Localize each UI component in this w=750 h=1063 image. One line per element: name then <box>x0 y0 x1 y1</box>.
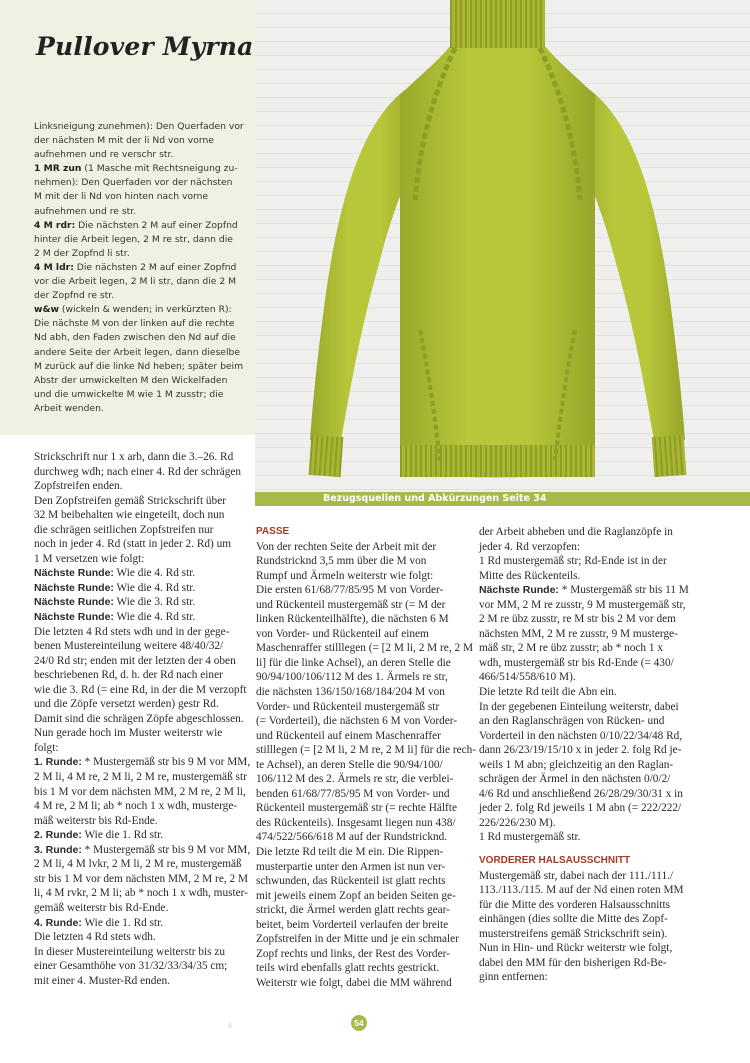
line-text: mit einer 4. Muster-Rd enden. <box>34 974 170 987</box>
text-line <box>34 872 249 887</box>
bold-term: Nächste Runde: <box>34 581 114 594</box>
line-text: 474/522/566/618 M auf der Rundstricknd. <box>256 831 448 844</box>
text-line <box>34 974 249 989</box>
text-line <box>479 883 719 898</box>
line-text: einer Gesamthöhe von 31/32/33/34/35 cm; <box>34 960 228 973</box>
text-line <box>34 668 249 683</box>
line-text: die schrägen seitlichen Zopfstreifen nur <box>34 523 214 536</box>
text-line <box>34 494 249 509</box>
line-text: aufnehmen und re str. <box>34 205 137 217</box>
line-text: Mitte des Rückenteils. <box>479 569 581 582</box>
abbreviation-line <box>34 317 249 331</box>
text-line <box>34 741 249 756</box>
line-text: Die letzten 4 Rd stets wdh und in der gege- <box>34 625 230 638</box>
text-line <box>479 729 719 744</box>
text-line <box>34 799 249 814</box>
text-line <box>479 772 719 787</box>
bold-term: 4 M ldr: <box>34 261 74 273</box>
text-line <box>479 787 719 802</box>
section-heading-passe: PASSE <box>256 526 290 537</box>
text-line <box>256 743 477 758</box>
line-text: * Mustergemäß str bis 11 M <box>558 584 689 597</box>
text-line <box>479 714 719 729</box>
text-line <box>34 814 249 829</box>
line-text: 32 M beibehalten wie eingeteilt, doch nun <box>34 509 225 522</box>
line-text: te Achsel), an deren Stelle die 90/94/100/ <box>256 758 443 771</box>
abbreviation-line <box>34 261 249 275</box>
text-line <box>34 610 249 625</box>
text-line <box>479 641 719 656</box>
text-line <box>256 918 471 933</box>
text-line <box>34 857 249 872</box>
line-text: * Mustergemäß str bis 9 M vor MM, <box>81 756 251 769</box>
line-text: die nächsten 136/150/168/184/204 M von <box>256 685 445 698</box>
line-text: 4/6 Rd und anschließend 26/28/29/30/31 x in <box>479 787 683 800</box>
text-line <box>34 552 249 567</box>
line-text: Wie die 4. Rd str. <box>113 581 196 594</box>
line-text: bis 1 M vor dem nächsten MM, 2 M re, 2 M li, <box>34 785 246 798</box>
text-line <box>479 898 719 913</box>
abbreviation-line <box>34 402 249 416</box>
line-text: benen Mustereinteilung weitere 48/40/32/ <box>34 640 224 653</box>
bold-term: 2. Runde: <box>34 829 82 842</box>
line-text: benden 61/68/77/85/95 M von Vorder- und <box>256 787 450 800</box>
line-text: Die nächsten 2 M auf einer Zopfnd <box>75 219 238 231</box>
abbreviation-line <box>34 388 249 402</box>
line-text: Wie die 1. Rd str. <box>81 916 164 929</box>
line-text: Wie die 4. Rd str. <box>113 611 196 624</box>
abbreviation-line <box>34 247 249 261</box>
text-line <box>479 569 719 584</box>
line-text: 1 M versetzen wie folgt: <box>34 552 145 565</box>
line-text: Zopf rechts und links, der Rest des Vorder- <box>256 947 450 960</box>
text-line <box>256 700 471 715</box>
text-line <box>256 961 471 976</box>
abbreviation-line <box>34 134 249 148</box>
line-text: M zurück auf die linke Nd heben; später beim <box>34 360 244 372</box>
text-line <box>34 508 249 523</box>
text-line <box>34 843 249 858</box>
text-line <box>256 830 471 845</box>
text-line <box>256 569 471 584</box>
text-line <box>256 801 471 816</box>
line-text: nehmen): Den Querfaden vor der nächsten <box>34 177 233 189</box>
line-text: teils wird ebenfalls glatt rechts gestrickt. <box>256 962 440 975</box>
text-line <box>34 566 249 581</box>
line-text: Die letzten 4 Rd stets wdh. <box>34 931 156 944</box>
abbreviation-line <box>34 360 249 374</box>
text-line <box>34 595 249 610</box>
line-text: für die Mitte des vorderen Halsausschnitts <box>479 898 671 911</box>
line-text: und Rückenteil auf einem Maschenraffer <box>256 729 441 742</box>
text-line <box>479 912 719 927</box>
text-line <box>256 976 471 991</box>
bold-term: 1 MR zun <box>34 163 82 175</box>
line-text: musterpartie unter den Armen ist nun ver- <box>256 860 446 873</box>
caption-bar <box>255 492 750 506</box>
text-line <box>34 901 249 916</box>
text-line <box>34 654 249 669</box>
text-line <box>34 683 249 698</box>
line-text: Nun gerade hoch im Muster weiterstr wie <box>34 727 223 740</box>
line-text: 90/94/100/106/112 M des 1. Ärmels re str, <box>256 671 448 684</box>
line-text: wdh, mustergemäß str bis Rd-Ende (= 430/ <box>479 656 674 669</box>
text-line <box>256 627 471 642</box>
line-text: und die Zöpfe versetzt werden) gestr Rd. <box>34 698 219 711</box>
line-text: hinter die Arbeit legen, 2 M re str, dann die <box>34 233 233 245</box>
text-line <box>256 874 471 889</box>
text-line <box>34 930 249 945</box>
line-text: 24/0 Rd str; enden mit der letzten der 4 oben <box>34 654 236 667</box>
sweater-photo <box>255 0 750 492</box>
abbreviation-line <box>34 331 249 345</box>
line-text: 113./113./115. M auf der Nd einen roten MM <box>479 884 684 897</box>
text-line <box>479 956 719 971</box>
text-line <box>256 612 471 627</box>
line-text: der nächsten M mit der li Nd von vorne <box>34 135 214 147</box>
page-title: Pullover Myrna <box>36 32 254 61</box>
text-line <box>34 916 249 931</box>
line-text: 1 Rd mustergemäß str. <box>479 831 581 844</box>
line-text: Die nächste M von der linken auf die rechte <box>34 318 235 330</box>
line-text: gemäß weiterstr bis Rd-Ende. <box>34 901 169 914</box>
abbreviation-list <box>34 120 249 416</box>
line-text: Damit sind die schrägen Zöpfe abgeschlossen. <box>34 712 244 725</box>
text-line <box>256 729 471 744</box>
line-text: jeder 2. folg Rd jeweils 1 M abn (= 222/222/ <box>479 802 682 815</box>
text-line <box>256 845 471 860</box>
text-column-2 <box>256 525 477 990</box>
abbreviation-line <box>34 275 249 289</box>
line-text: Linksneigung zunehmen): Den Querfaden vor <box>34 121 244 132</box>
text-line <box>479 540 719 555</box>
text-line <box>256 889 471 904</box>
text-line <box>256 598 471 613</box>
line-text: str bis 1 M vor dem nächsten MM, 2 M re, 2 M <box>34 872 248 885</box>
line-text: (= Vorderteil), die nächsten 6 M von Vorder- <box>256 715 458 728</box>
text-line <box>34 945 249 960</box>
line-text: Die nächsten 2 M auf einer Zopfnd <box>73 261 237 273</box>
abbreviation-line <box>34 233 249 247</box>
line-text: Nun in Hin- und Rückr weiterstr wie folgt, <box>479 942 673 955</box>
text-line <box>479 670 719 685</box>
abbreviation-line <box>34 176 249 190</box>
text-line <box>34 450 249 465</box>
text-line <box>256 758 471 773</box>
line-text: Vorder- und Rückenteil mustergemäß str <box>256 700 440 713</box>
line-text: von Vorder- und Rückenteil auf einem <box>256 627 429 640</box>
text-line <box>34 479 249 494</box>
bold-term: Nächste Runde: <box>34 596 114 609</box>
line-text: und die umwickelte M wie 1 M zusstr; die <box>34 388 224 400</box>
line-text: Maschenraffer stilllegen (= [2 M li, 2 M re, 2 M <box>256 642 473 655</box>
abbreviation-line <box>34 205 249 219</box>
text-line <box>34 959 249 974</box>
text-line <box>34 465 249 480</box>
line-text: musterstreifens gemäß Strickschrift sein). <box>479 927 668 940</box>
line-text: In dieser Mustereinteilung weiterstr bis zu <box>34 945 226 958</box>
line-text: Rumpf und Ärmeln weiterstr wie folgt: <box>256 569 434 582</box>
abbreviation-line <box>34 374 249 388</box>
line-text: Abstr der umwickelten M den Wickelfaden <box>34 374 228 386</box>
text-line <box>256 903 471 918</box>
text-line <box>34 625 249 640</box>
bold-term: 1. Runde: <box>34 756 82 769</box>
line-text: M mit der li Nd von hinten nach vorne <box>34 191 209 203</box>
line-text: Strickschrift nur 1 x arb, dann die 3.–26. Rd <box>34 451 234 463</box>
line-text: weils 1 M abn; gleichzeitig an den Raglan- <box>479 758 674 771</box>
page-number: 54 <box>351 1015 367 1031</box>
line-text: Wie die 3. Rd str. <box>113 596 196 609</box>
text-line <box>479 525 719 540</box>
abbreviation-line <box>34 162 249 176</box>
line-text: ginn entfernen: <box>479 971 548 984</box>
section-heading-halsausschnitt: VORDERER HALSAUSSCHNITT <box>479 855 631 867</box>
bold-term: 3. Runde: <box>34 843 82 856</box>
line-text: Arbeit wenden. <box>34 402 104 414</box>
footer-mark: li <box>228 1022 232 1030</box>
text-line <box>34 712 249 727</box>
text-line <box>34 523 249 538</box>
line-text: * Mustergemäß str bis 9 M vor MM, <box>81 843 251 856</box>
text-line <box>479 758 719 773</box>
text-line <box>34 639 249 654</box>
line-text: andere Seite der Arbeit legen, dann dieselbe <box>34 346 240 358</box>
line-text: dabei den MM für den bisherigen Rd-Be- <box>479 956 667 969</box>
text-line <box>256 714 471 729</box>
line-text: (1 Masche mit Rechtsneigung zu- <box>81 163 238 175</box>
text-line <box>479 830 719 845</box>
abbreviation-line <box>34 120 249 134</box>
text-line <box>34 537 249 552</box>
bold-term: w&w <box>34 304 59 316</box>
line-text: jeder 4. Rd verzopfen: <box>479 540 581 553</box>
line-text: 466/514/558/610 M). <box>479 671 576 684</box>
line-text: Vorderteil in den nächsten 0/10/22/34/48 Rd, <box>479 729 683 742</box>
line-text: Rückenteil mustergemäß str (= rechte Hälfte <box>256 802 457 815</box>
line-text: vor MM, 2 M re zusstr, 9 M mustergemäß str, <box>479 598 686 611</box>
text-line <box>479 700 719 715</box>
line-text: mäß weiterstr bis Rd-Ende. <box>34 814 158 827</box>
text-line <box>256 554 471 569</box>
text-line <box>479 685 719 700</box>
line-text: 2 M li, 4 M lvkr, 2 M li, 2 M re, mustergemäß <box>34 858 242 871</box>
text-line <box>34 697 249 712</box>
line-text: und Rückenteil mustergemäß str (= M der <box>256 598 446 611</box>
line-text: Die letzte Rd teilt die M ein. Die Rippen- <box>256 845 444 858</box>
line-text: Weiterstr wie folgt, dabei die MM während <box>256 976 452 989</box>
text-line <box>256 685 471 700</box>
line-text: Wie die 4. Rd str. <box>113 567 196 580</box>
bold-term: Nächste Runde: <box>34 611 114 624</box>
text-line <box>479 612 719 627</box>
abbreviation-line <box>34 190 249 204</box>
text-line <box>34 886 249 901</box>
abbreviation-line <box>34 346 249 360</box>
text-line <box>256 656 471 671</box>
line-text: linken Rückenteilhälfte), die nächsten 6 M <box>256 613 449 626</box>
line-text: an den Raglanschrägen von Rücken- und <box>479 715 665 728</box>
line-text: 2 M re übz zusstr, re M str bis 2 M vor dem <box>479 613 676 626</box>
line-text: 106/112 M des 2. Ärmels re str, die verblei- <box>256 773 454 786</box>
line-text: (wickeln & wenden; in verkürzten R): <box>59 304 232 316</box>
line-text: durchweg wdh; nach einer 4. Rd der schrägen <box>34 465 242 478</box>
text-line <box>479 816 719 831</box>
line-text: mäß str, 2 M re übz zusstr; ab * noch 1 x <box>479 642 664 655</box>
text-line <box>479 927 719 942</box>
line-text: beitet, beim Vorderteil verlaufen der breite <box>256 918 449 931</box>
line-text: Wie die 1. Rd str. <box>81 829 164 842</box>
line-text: Rundstricknd 3,5 mm über die M von <box>256 555 427 568</box>
line-text: schrägen der Ärmel in den nächsten 0/0/2/ <box>479 773 671 786</box>
line-text: Zopfstreifen in der Mitte und je ein schmaler <box>256 933 459 946</box>
line-text: des Rückenteils). Insgesamt liegen nun 438/ <box>256 816 456 829</box>
bold-term: 4 M rdr: <box>34 219 76 231</box>
text-line <box>479 627 719 642</box>
line-text: beschriebenen Rd, d. h. der Rd nach einer <box>34 669 223 682</box>
line-text: aufnehmen und re verschr str. <box>34 149 174 161</box>
line-text: der Zopfnd re str. <box>34 290 115 302</box>
text-line <box>256 932 471 947</box>
bold-term: Nächste Runde: <box>34 567 114 580</box>
text-line <box>479 656 719 671</box>
line-text: der Arbeit abheben und die Raglanzöpfe in <box>479 526 673 538</box>
line-text: Zopfstreifen enden. <box>34 480 123 493</box>
line-text: mit jeweils einem Zopf an beiden Seiten ge- <box>256 889 456 902</box>
text-line <box>479 869 719 884</box>
text-column-3 <box>479 525 719 985</box>
line-text: schwunden, das Rückenteil ist glatt rechts <box>256 875 446 888</box>
line-text: li, 4 M rvkr, 2 M li; ab * noch 1 x wdh, muster- <box>34 887 248 900</box>
line-text: wie die 3. Rd (= eine Rd, in der die M verzopft <box>34 683 247 696</box>
text-line <box>34 785 249 800</box>
text-line <box>479 743 719 758</box>
line-text: vor die Arbeit legen, 2 M li str, dann die 2 M <box>34 276 237 288</box>
line-text: Die ersten 61/68/77/85/95 M von Vorder- <box>256 584 444 597</box>
line-text: In der gegebenen Einteilung weiterstr, dabei <box>479 700 679 713</box>
line-text: Nd abh, den Faden zwischen den Nd auf die <box>34 332 236 344</box>
abbreviation-line <box>34 303 249 317</box>
abbreviation-line <box>34 148 249 162</box>
text-line <box>479 583 719 598</box>
line-text: 4 M re, 2 M li; ab * noch 1 x wdh, musterge- <box>34 800 238 813</box>
text-line <box>256 670 471 685</box>
line-text: Die letzte Rd teilt die Abn ein. <box>479 686 617 699</box>
text-line <box>256 641 471 656</box>
text-line <box>34 726 249 741</box>
line-text: Von der rechten Seite der Arbeit mit der <box>256 540 437 553</box>
text-line <box>256 860 471 875</box>
text-line <box>34 581 249 596</box>
line-text: stilllegen (= [2 M li, 2 M re, 2 M li] für die rech- <box>256 744 477 757</box>
text-line <box>34 828 249 843</box>
text-line <box>479 941 719 956</box>
text-line <box>34 770 249 785</box>
line-text: Den Zopfstreifen gemäß Strickschrift über <box>34 494 226 507</box>
text-line <box>256 787 471 802</box>
text-line <box>479 970 719 985</box>
line-text: noch in jeder 4. Rd (statt in jeder 2. Rd) um <box>34 538 232 551</box>
bold-term: 4. Runde: <box>34 916 82 929</box>
text-line <box>256 583 471 598</box>
line-text: 226/226/230 M). <box>479 816 556 829</box>
line-text: dann 26/23/19/15/10 x in jeder 2. folg Rd je- <box>479 744 682 757</box>
abbreviation-line <box>34 289 249 303</box>
line-text: 1 Rd mustergemäß str; Rd-Ende ist in der <box>479 555 667 568</box>
line-text: 2 M li, 4 M re, 2 M li, 2 M re, mustergemäß str <box>34 771 247 784</box>
text-line <box>34 755 249 770</box>
line-text: strickt, die Ärmel werden glatt rechts gear- <box>256 904 450 917</box>
text-line <box>256 816 471 831</box>
text-line <box>479 554 719 569</box>
line-text: einhängen (dies sollte die Mitte des Zopf- <box>479 913 668 926</box>
text-line <box>479 801 719 816</box>
text-line <box>256 540 471 555</box>
bold-term: Nächste Runde: <box>479 584 559 597</box>
line-text: 2 M der Zopfnd li str. <box>34 247 130 259</box>
line-text: Mustergemäß str, dabei nach der 111./111./ <box>479 869 674 882</box>
text-column-1 <box>34 450 249 988</box>
text-line <box>256 947 471 962</box>
line-text: nächsten MM, 2 M re zusstr, 9 M musterge- <box>479 627 678 640</box>
line-text: folgt: <box>34 741 59 754</box>
text-line <box>256 772 471 787</box>
text-line <box>479 598 719 613</box>
caption-text: Bezugsquellen und Abkürzungen Seite 34 <box>323 493 547 504</box>
line-text: li] für die linke Achsel), an deren Stelle die <box>256 656 451 669</box>
abbreviation-line <box>34 219 249 233</box>
